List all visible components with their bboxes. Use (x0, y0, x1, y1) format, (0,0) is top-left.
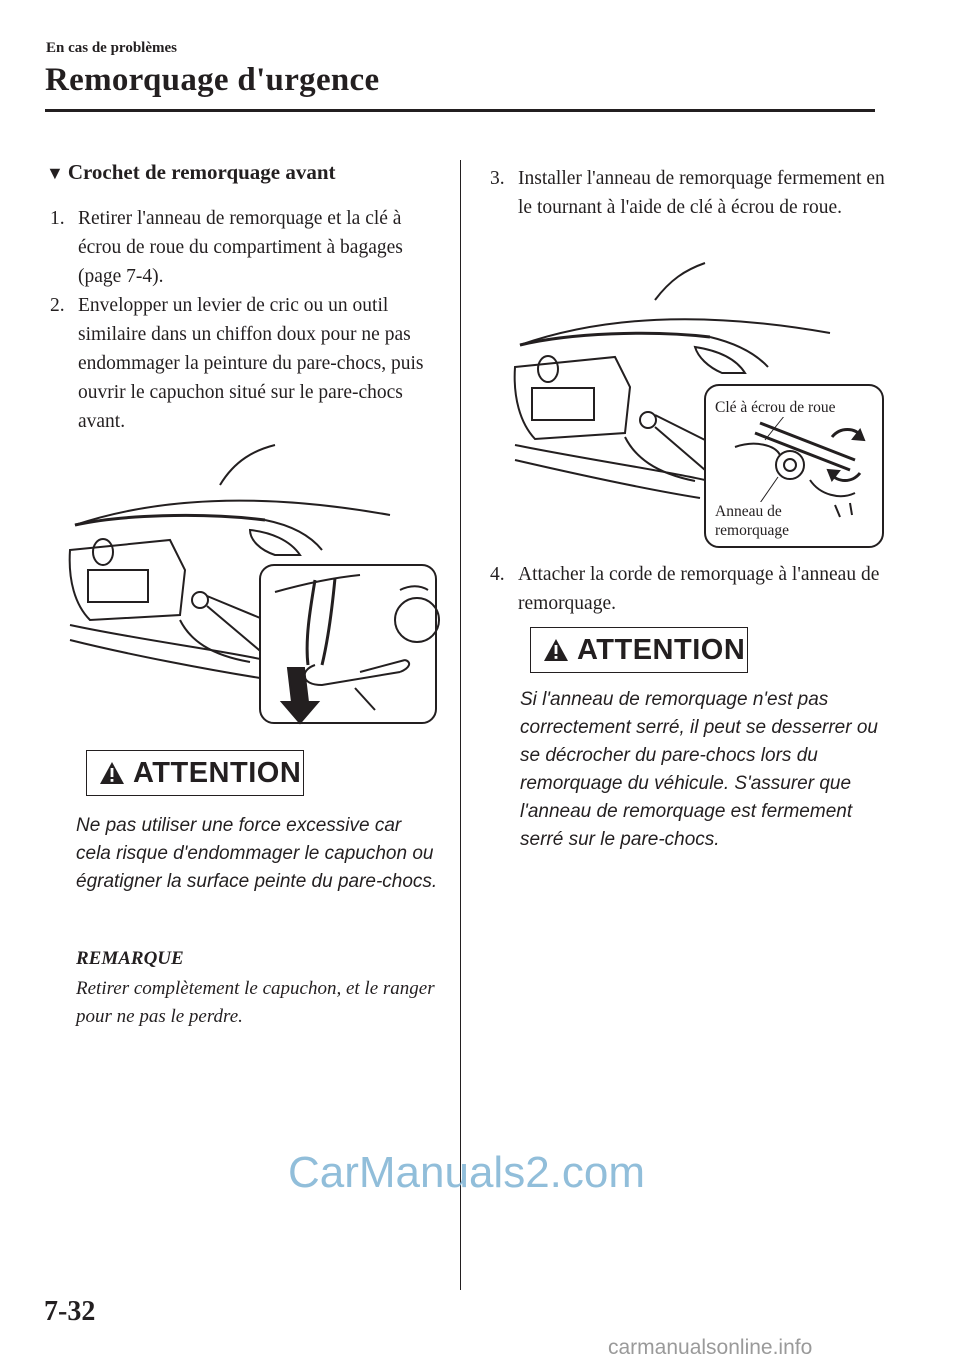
step-number: 3. (490, 168, 505, 189)
page-number: 7-32 (44, 1296, 96, 1327)
callout-tow-ring: Anneau de remorquage (715, 502, 815, 540)
column-divider (460, 160, 461, 1290)
step-number: 2. (50, 295, 65, 316)
tow-hook-cap-illustration (60, 440, 440, 730)
title-rule (45, 109, 875, 112)
warning-triangle-icon (543, 638, 569, 662)
footer-site-text: carmanualsonline.info (608, 1336, 813, 1359)
remark-title: REMARQUE (76, 948, 184, 969)
step-text: Envelopper un levier de cric ou un outil similaire dans un chiffon doux pour ne pas endommager la peinture du pare-chocs, puis ouvrir le capuchon situé sur le pare-chocs avant. (78, 295, 424, 432)
attention-body-right: Si l'anneau de remorquage n'est pas correctement serré, il peut se desserrer ou se décrocher du pare-chocs lors du remorquage du véhicule. S'assurer que l'anneau de remorquage est fermement serré sur le pare-chocs. (520, 689, 878, 850)
callout-wheel-wrench: Clé à écrou de roue (715, 399, 836, 416)
page-title: Remorquage d'urgence (45, 62, 380, 98)
watermark: CarManuals2.com (288, 1148, 646, 1197)
attention-text-label: ATTENTION (577, 633, 746, 666)
attention-label-right (530, 627, 748, 673)
section-label: En cas de problèmes (46, 40, 177, 56)
remark-text: Retirer complètement le capuchon, et le ranger pour ne pas le perdre. (76, 978, 435, 1027)
step-text: Retirer l'anneau de remorquage et la clé à écrou de roue du compartiment à bagages (page 7-4). (78, 208, 403, 287)
attention-body-left: Ne pas utiliser une force excessive car cela risque d'endommager le capuchon ou égratigner la surface peinte du pare-chocs. (76, 815, 438, 892)
step-1 (50, 204, 440, 291)
step-text: Attacher la corde de remorquage à l'anneau de remorquage. (518, 564, 880, 614)
triangle-marker-icon: ▼ (46, 163, 64, 183)
step-text: Installer l'anneau de remorquage fermement en le tournant à l'aide de clé à écrou de roue. (518, 168, 885, 218)
step-3 (490, 164, 890, 222)
step-number: 4. (490, 564, 505, 585)
warning-triangle-icon (99, 761, 125, 785)
attention-label-left (86, 750, 304, 796)
step-4 (490, 560, 890, 618)
step-number: 1. (50, 208, 65, 229)
subsection-heading (46, 160, 336, 185)
attention-text-label: ATTENTION (133, 756, 302, 789)
subsection-title: Crochet de remorquage avant (67, 160, 336, 184)
step-2 (50, 291, 440, 436)
